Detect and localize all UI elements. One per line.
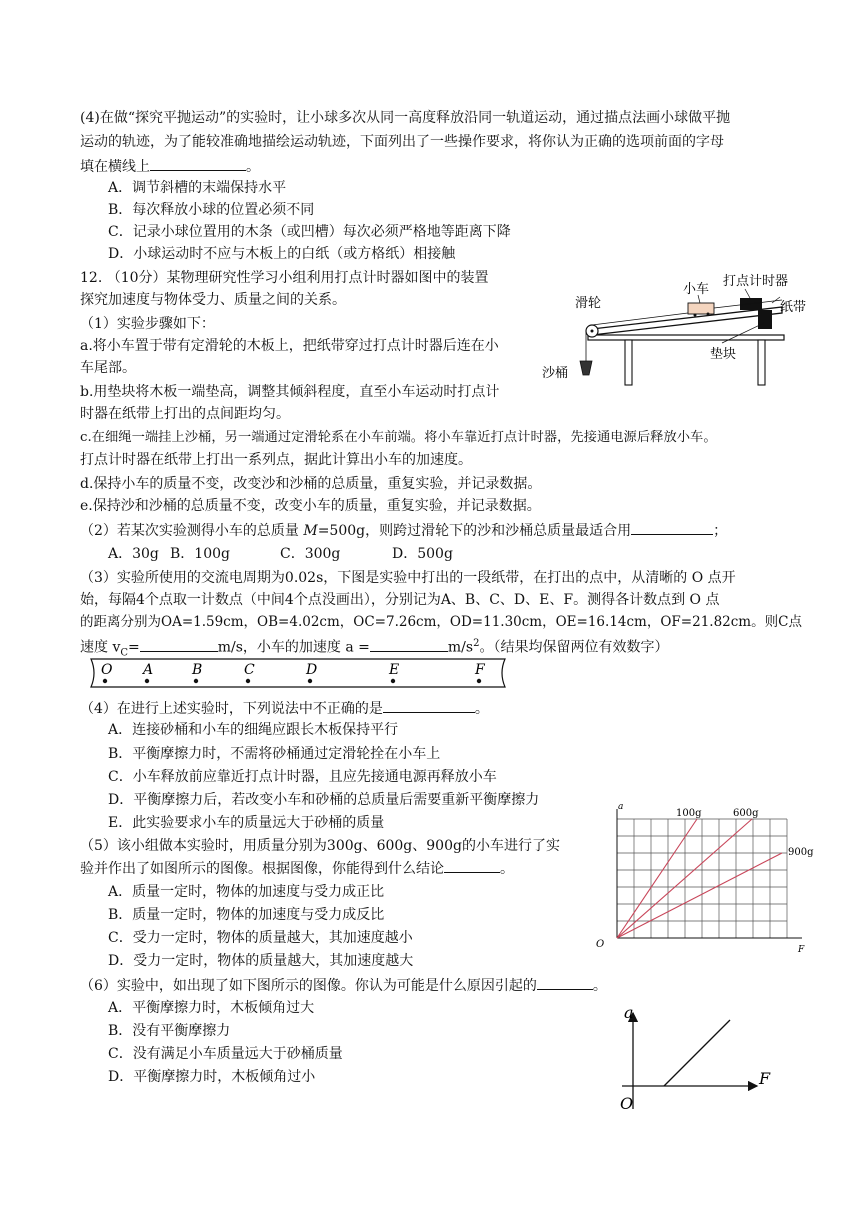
tape-dot-E xyxy=(391,679,395,683)
q12-step-a-2: 车尾部。 xyxy=(80,360,136,376)
tape-label-A: A xyxy=(143,662,154,678)
incline-board xyxy=(592,307,782,335)
tape-dot-O xyxy=(103,679,107,683)
af-graph-intercept xyxy=(612,1003,792,1115)
g2-label-origin: O xyxy=(620,1094,634,1113)
q12-part5-line1: （5）该小组做本实验时，用质量分别为300g、600g、900g的小车进行了实 xyxy=(80,838,560,854)
q12-part2-options xyxy=(108,544,453,564)
table-leg-left xyxy=(625,340,632,385)
af-graph-masses xyxy=(592,795,822,960)
tape-label-C: C xyxy=(244,662,255,678)
q12-part5-answer-blank[interactable] xyxy=(444,858,500,873)
cart-icon xyxy=(688,303,714,314)
q12-part4-option-e: E．此实验要求小车的质量远大于砂桶的质量 xyxy=(108,815,385,831)
g1-label-100g: 100g xyxy=(676,808,702,819)
g2-line xyxy=(664,1020,730,1086)
q11-4-option-d: D．小球运动时不应与木板上的白纸（或方格纸）相接触 xyxy=(108,246,456,262)
q12-part2-option-d: D．500g xyxy=(392,546,453,562)
q11-4-line3: 填在横线上 。 xyxy=(80,156,260,177)
q12-part5-option-b: B．质量一定时，物体的加速度与受力成反比 xyxy=(108,907,385,923)
q11-4-prompt: 填在横线上 xyxy=(80,159,150,175)
q12-part6: （6）实验中，如出现了如下图所示的图像。你认为可能是什么原因引起的 。 xyxy=(80,975,607,996)
q12-part2-option-b: B．100g xyxy=(170,546,230,562)
q12-part3-line2: 始，每隔4个点取一计数点（中间4个点没画出），分别记为A、B、C、D、E、F。测得各计数点到 O 点 xyxy=(80,592,720,608)
q12-step-c-1: c.在细绳一端挂上沙桶，另一端通过定滑轮系在小车前端。将小车靠近打点计时器，先接通电源后释放小车。 xyxy=(80,430,717,445)
tape-label-F: F xyxy=(475,662,485,678)
tape-dot-D xyxy=(308,679,312,683)
q12-part4: （4）在进行上述实验时，下列说法中不正确的是 。 xyxy=(80,698,489,719)
q11-4-line2: 运动的轨迹，为了能较准确地描绘运动轨迹，下面列出了一些操作要求，将你认为正确的选项前面的字母 xyxy=(80,134,724,150)
q12-part5-line2: 验并作出了如图所示的图像。根据图像，你能得到什么结论 。 xyxy=(80,858,514,879)
q12-steps-title: （1）实验步骤如下： xyxy=(80,316,215,332)
acceleration-answer-blank[interactable] xyxy=(370,637,448,652)
apparatus-figure xyxy=(540,265,807,390)
q12-step-e: e.保持沙和沙桶的总质量不变，改变小车的质量，重复实验，并记录数据。 xyxy=(80,498,541,514)
q12-part5-option-a: A．质量一定时，物体的加速度与受力成正比 xyxy=(108,884,385,900)
q12-part2: （2）若某次实验测得小车的总质量 M=500g，则跨过滑轮下的沙和沙桶总质量最适合用 ； xyxy=(80,520,727,541)
bucket-icon xyxy=(580,361,592,375)
q12-step-b-1: b.用垫块将木板一端垫高，调整其倾斜程度，直至小车运动时打点计 xyxy=(80,384,500,400)
q12-part2-option-c: C．300g xyxy=(280,546,341,562)
q12-heading-1: 12. （10分）某物理研究性学习小组利用打点计时器如图中的装置 xyxy=(80,270,489,286)
q12-part2-option-a: A．30g xyxy=(108,546,159,562)
q12-part5-option-d: D．受力一定时，物体的质量越大，其加速度越大 xyxy=(108,953,414,969)
q12-part3-line3: 的距离分别为OA=1.59cm，OB=4.02cm，OC=7.26cm，OD=11.30cm，OE=16.14cm，OF=21.82cm。则C点 xyxy=(80,614,802,630)
label-timer: 打点计时器 xyxy=(723,274,789,289)
tape-dot-B xyxy=(194,679,198,683)
q12-part6-answer-blank[interactable] xyxy=(537,975,593,990)
label-cart: 小车 xyxy=(683,282,710,297)
q12-heading-2: 探究加速度与物体受力、质量之间的关系。 xyxy=(80,292,346,308)
table-leg-right xyxy=(758,340,765,385)
g2-label-a: a xyxy=(624,1003,634,1022)
q12-step-a-1: a.将小车置于带有定滑轮的木板上，把纸带穿过打点计时器后连在小 xyxy=(80,338,499,354)
q12-part4-option-c: C．小车释放前应靠近打点计时器，且应先接通电源再释放小车 xyxy=(108,769,497,785)
q11-4-option-c: C．记录小球位置用的木条（或凹槽）每次必须严格地等距离下降 xyxy=(108,224,511,240)
q12-part4-option-a: A．连接砂桶和小车的细绳应跟长木板保持平行 xyxy=(108,722,399,738)
q12-part4-answer-blank[interactable] xyxy=(383,698,475,713)
g2-label-f: F xyxy=(759,1069,771,1088)
q12-part2-answer-blank[interactable] xyxy=(631,520,713,535)
g1-label-a: a xyxy=(618,802,624,812)
q12-step-d: d.保持小车的质量不变，改变沙和沙桶的总质量，重复实验，并记录数据。 xyxy=(80,476,542,492)
q11-4-line1: (4)在做“探究平抛运动”的实验时，让小球多次从同一高度释放沿同一轨道运动，通过描点法画小球做平抛 xyxy=(80,110,731,126)
tape-label-O: O xyxy=(101,662,113,678)
label-pulley: 滑轮 xyxy=(575,296,602,311)
tape-label-D: D xyxy=(306,662,318,678)
g1-label-900g: 900g xyxy=(788,847,814,858)
q11-4-option-b: B．每次释放小球的位置必须不同 xyxy=(108,202,315,218)
tape-label-B: B xyxy=(192,662,203,678)
q11-4-answer-blank[interactable] xyxy=(150,156,246,171)
q12-part3-line4: 速度 $v_C= m/s$，小车的加速度 $a = m/s^2$。（结果均保留两位有效数字） xyxy=(80,638,669,659)
q12-part6-option-d: D．平衡摩擦力时，木板倾角过小 xyxy=(108,1069,316,1085)
q12-part3-line1: （3）实验所使用的交流电周期为0.02s，下图是实验中打出的一段纸带，在打出的点中，从清晰的 O 点开 xyxy=(80,570,736,586)
q12-step-b-2: 时器在纸带上打出的点间距均匀。 xyxy=(80,406,290,422)
g1-label-origin: O xyxy=(596,939,605,950)
q12-step-c-2: 打点计时器在纸带上打出一系列点，据此计算出小车的加速度。 xyxy=(80,452,472,468)
vc-answer-blank[interactable] xyxy=(140,637,218,652)
label-block: 垫块 xyxy=(710,347,737,362)
q12-part4-option-d: D．平衡摩擦力后，若改变小车和砂桶的总质量后需要重新平衡摩擦力 xyxy=(108,792,540,808)
tape-label-E: E xyxy=(389,662,400,678)
label-tape: 纸带 xyxy=(780,300,807,315)
tape-dot-F xyxy=(477,679,481,683)
paper-tape-figure xyxy=(85,656,510,690)
q12-part6-option-c: C．没有满足小车质量远大于砂桶质量 xyxy=(108,1046,343,1062)
tape-dot-A xyxy=(145,679,149,683)
g1-label-600g: 600g xyxy=(733,808,759,819)
q11-4-option-a: A．调节斜槽的末端保持水平 xyxy=(108,180,287,196)
g1-label-f: F xyxy=(798,945,805,955)
tape-dot-C xyxy=(246,679,250,683)
q12-part6-option-b: B．没有平衡摩擦力 xyxy=(108,1023,231,1039)
block xyxy=(758,310,772,329)
table-top xyxy=(588,335,784,340)
q12-part6-option-a: A．平衡摩擦力时，木板倾角过大 xyxy=(108,1000,315,1016)
label-bucket: 沙桶 xyxy=(542,366,569,381)
q12-part4-option-b: B．平衡摩擦力时，不需将砂桶通过定滑轮拴在小车上 xyxy=(108,746,441,762)
q12-part5-option-c: C．受力一定时，物体的质量越大，其加速度越小 xyxy=(108,930,413,946)
